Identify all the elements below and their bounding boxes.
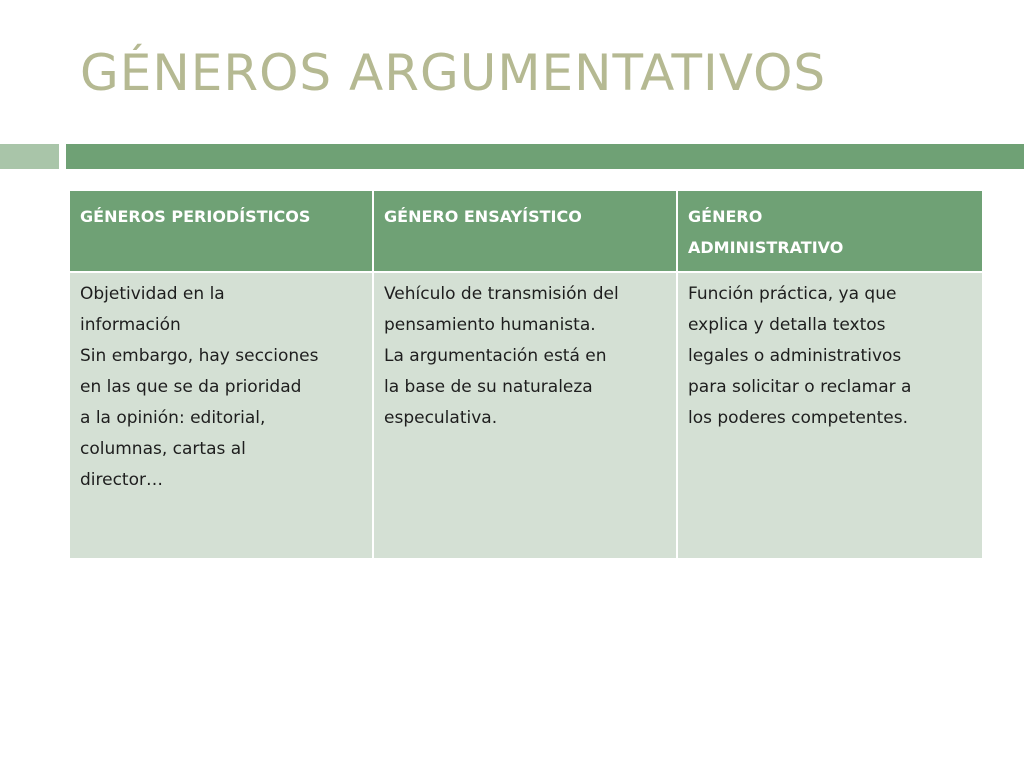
header-line: GÉNERO ENSAYÍSTICO — [384, 207, 582, 226]
accent-bar-right — [66, 144, 1024, 169]
cell-line: explica y detalla textos — [688, 315, 886, 335]
header-administrativo — [677, 190, 983, 272]
cell-line: Función práctica, ya que — [688, 284, 897, 304]
slide-title: GÉNEROS ARGUMENTATIVOS — [80, 44, 827, 102]
cell-line: la base de su naturaleza — [384, 377, 593, 397]
accent-bar-left — [0, 144, 59, 169]
header-line: GÉNEROS PERIODÍSTICOS — [80, 207, 311, 226]
cell-ensayistico — [373, 272, 677, 559]
cell-line: especulativa. — [384, 408, 498, 428]
cell-line: a la opinión: editorial, — [80, 408, 266, 428]
cell-line: en las que se da prioridad — [80, 377, 302, 397]
table-row — [69, 272, 983, 559]
cell-line: Vehículo de transmisión del — [384, 284, 619, 304]
cell-line: Sin embargo, hay secciones — [80, 346, 319, 366]
cell-line: columnas, cartas al — [80, 439, 246, 459]
cell-line: para solicitar o reclamar a — [688, 377, 912, 397]
table-header-row — [69, 190, 983, 272]
genres-table — [68, 189, 984, 560]
cell-line: pensamiento humanista. — [384, 315, 596, 335]
cell-line: información — [80, 315, 181, 335]
header-line: ADMINISTRATIVO — [688, 238, 844, 257]
header-line: GÉNERO — [688, 207, 763, 226]
cell-line: director… — [80, 470, 163, 490]
cell-periodisticos — [69, 272, 373, 559]
cell-administrativo — [677, 272, 983, 559]
cell-line: legales o administrativos — [688, 346, 902, 366]
header-periodisticos — [69, 190, 373, 272]
cell-line: La argumentación está en — [384, 346, 607, 366]
cell-line: los poderes competentes. — [688, 408, 909, 428]
cell-line: Objetividad en la — [80, 284, 225, 304]
header-ensayistico — [373, 190, 677, 272]
